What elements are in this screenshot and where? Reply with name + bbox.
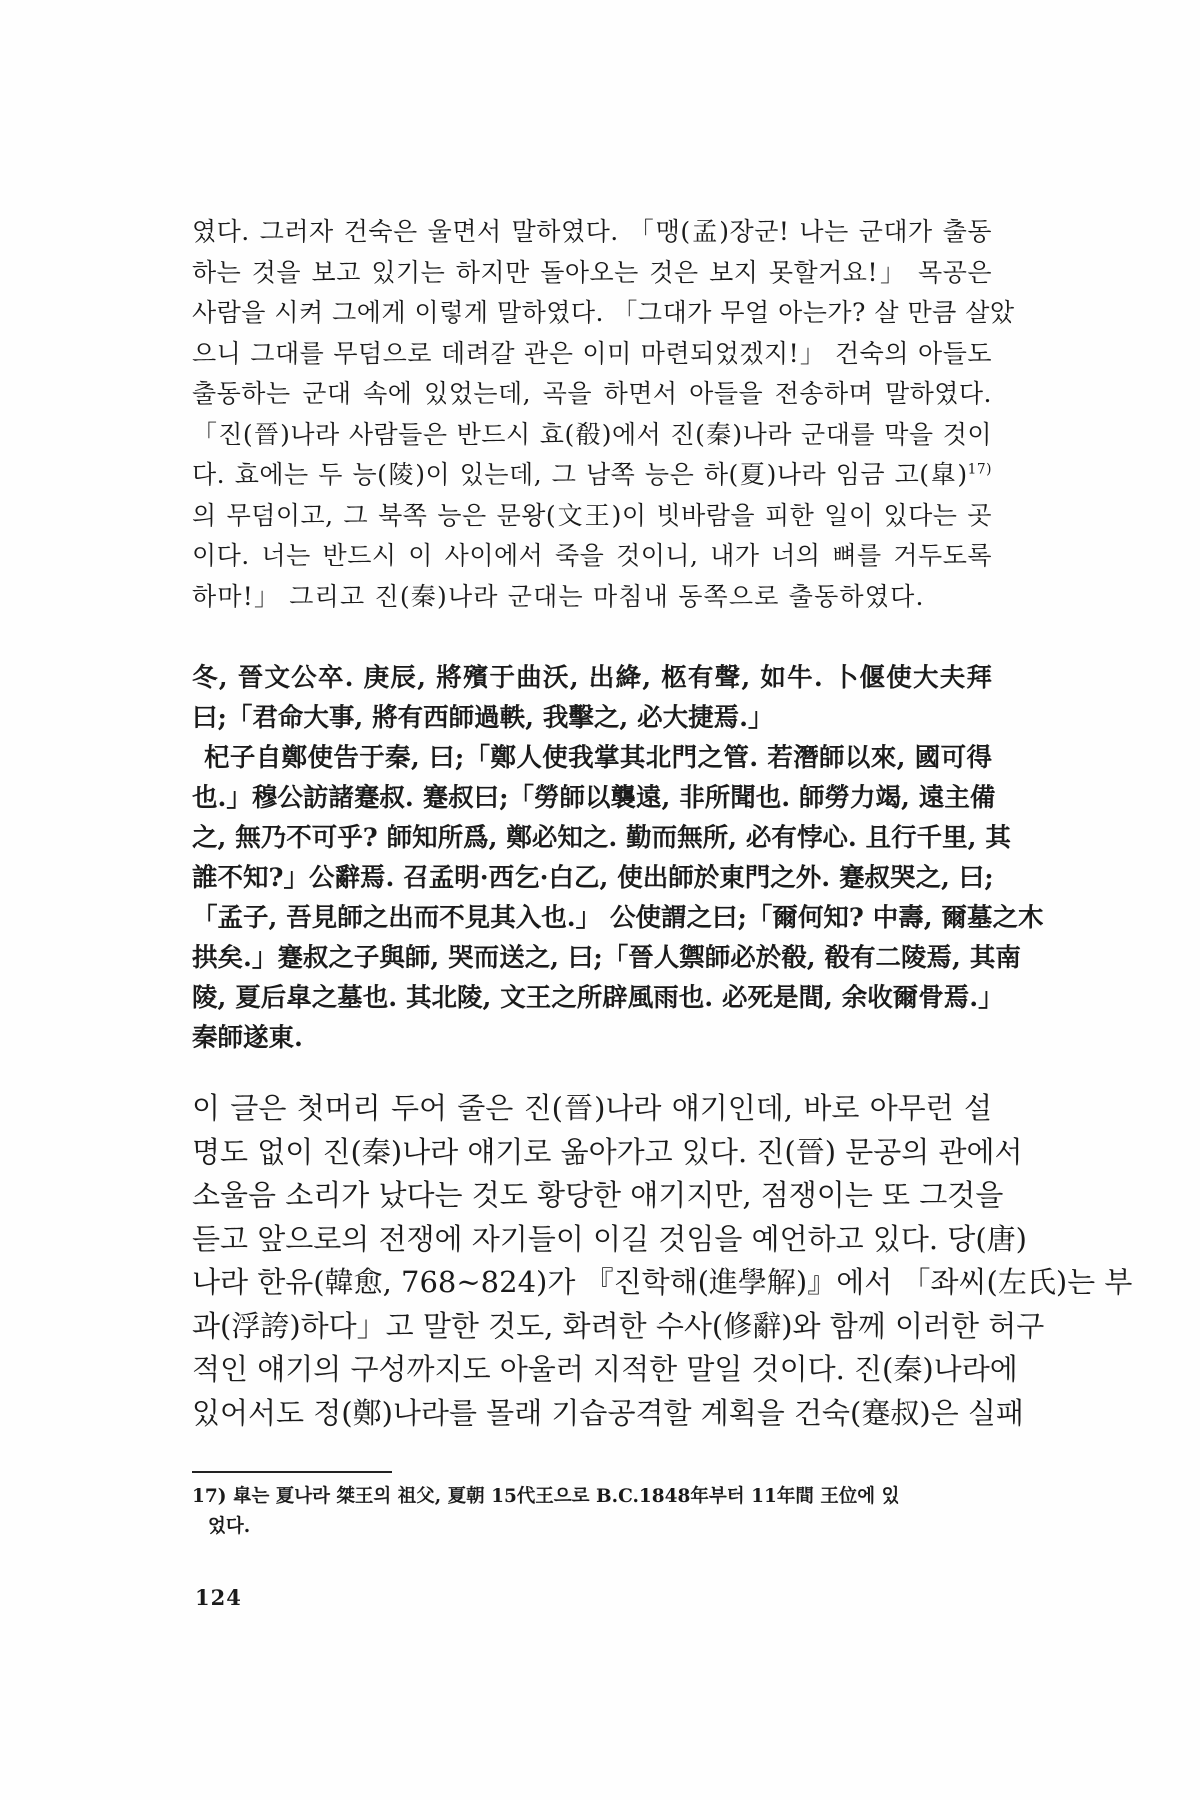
text-line: 이다. 너는 반드시 이 사이에서 죽을 것이니, 내가 너의 뼈를 거두도록 — [192, 541, 992, 570]
text-line: 과(浮誇)하다」고 말한 것도, 화려한 수사(修辭)와 함께 이러한 허구 — [192, 1308, 1045, 1343]
text-line: 명도 없이 진(秦)나라 얘기로 옮아가고 있다. 진(晉) 문공의 관에서 — [192, 1134, 1023, 1169]
footnote-marker: 17) — [967, 461, 992, 478]
text-line: 也.」穆公訪諸蹇叔. 蹇叔曰;「勞師以襲遠, 非所聞也. 師勞力竭, 遠主備 — [192, 783, 996, 813]
page-number: 124 — [195, 1585, 242, 1610]
footnote-line: 17) 皐는 夏나라 桀王의 祖父, 夏朝 15代王으로 B.C.1848年부터 11年間 王位에 있 — [192, 1486, 900, 1507]
text-line: 소울음 소리가 났다는 것도 황당한 얘기지만, 점쟁이는 또 그것을 — [192, 1178, 1004, 1212]
footnote-line: 었다. — [208, 1516, 251, 1537]
text-line: 적인 얘기의 구성까지도 아울러 지적한 말일 것이다. 진(秦)나라에 — [192, 1352, 1018, 1386]
text-line: 冬, 晉文公卒. 庚辰, 將殯于曲沃, 出絳, 柩有聲, 如牛. 卜偃使大夫拜 — [192, 663, 992, 693]
text-line: 誰不知?」公辭焉. 召孟明·西乞·白乙, 使出師於東門之外. 蹇叔哭之, 曰; — [192, 863, 994, 893]
text-line: 曰;「君命大事, 將有西師過軼, 我擊之, 必大捷焉.」 — [192, 703, 774, 733]
text-line: 나라 한유(韓愈, 768~824)가 『진학해(進學解)』에서 「좌씨(左氏)는 부 — [192, 1265, 1133, 1299]
text-line: 「孟子, 吾見師之出而不見其入也.」 公使謂之曰;「爾何知? 中壽, 爾墓之木 — [192, 903, 1044, 933]
text-line: 출동하는 군대 속에 있었는데, 곡을 하면서 아들을 전송하며 말하였다. — [192, 379, 992, 408]
footnote — [192, 1482, 992, 1542]
text-line: 「진(晉)나라 사람들은 반드시 효(殽)에서 진(秦)나라 군대를 막을 것이 — [192, 419, 992, 449]
text-line: 의 무덤이고, 그 북쪽 능은 문왕(文王)이 빗바람을 피한 일이 있다는 곳 — [192, 500, 992, 530]
text-line: 으니 그대를 무덤으로 데려갈 관은 이미 마련되었겠지!」 건숙의 아들도 — [192, 338, 992, 368]
text-line: 陵, 夏后皐之墓也. 其北陵, 文王之所辟風雨也. 必死是間, 余收爾骨焉.」 — [192, 983, 1004, 1013]
text-line-with-footnote — [192, 455, 992, 496]
text-line: 秦師遂東. — [192, 1023, 303, 1053]
text-line: 있어서도 정(鄭)나라를 몰래 기습공격할 계획을 건숙(蹇叔)은 실패 — [192, 1395, 1024, 1430]
text-line: 였다. 그러자 건숙은 울면서 말하였다. 「맹(孟)장군! 나는 군대가 출동 — [192, 217, 992, 246]
text-line: 杞子自鄭使告于秦, 曰;「鄭人使我掌其北門之管. 若潛師以來, 國可得 — [204, 743, 992, 773]
text-line: 이 글은 첫머리 두어 줄은 진(晉)나라 얘기인데, 바로 아무런 설 — [192, 1091, 992, 1125]
footnote-divider — [192, 1471, 392, 1473]
text-line: 사람을 시켜 그에게 이렇게 말하였다. 「그대가 무얼 아는가? 살 만큼 살았 — [192, 298, 1015, 327]
text-line: 之, 無乃不可乎? 師知所爲, 鄭必知之. 勤而無所, 必有悖心. 且行千里, 其 — [192, 823, 1011, 853]
text-line: 하마!」 그리고 진(秦)나라 군대는 마침내 동쪽으로 출동하였다. — [192, 581, 925, 611]
text-line: 다. 효에는 두 능(陵)이 있는데, 그 남쪽 능은 하(夏)나라 임금 고(皐) — [192, 460, 968, 489]
text-line: 듣고 앞으로의 전쟁에 자기들이 이길 것임을 예언하고 있다. 당(唐) — [192, 1221, 1027, 1256]
text-line: 하는 것을 보고 있기는 하지만 돌아오는 것은 보지 못할거요!」 목공은 — [192, 257, 992, 287]
classical-chinese-text — [192, 658, 1044, 1058]
commentary-paragraph — [192, 1087, 1133, 1435]
korean-translation-paragraph — [192, 212, 1015, 617]
text-line: 拱矣.」蹇叔之子與師, 哭而送之, 曰;「晉人禦師必於殽, 殽有二陵焉, 其南 — [192, 943, 1021, 973]
